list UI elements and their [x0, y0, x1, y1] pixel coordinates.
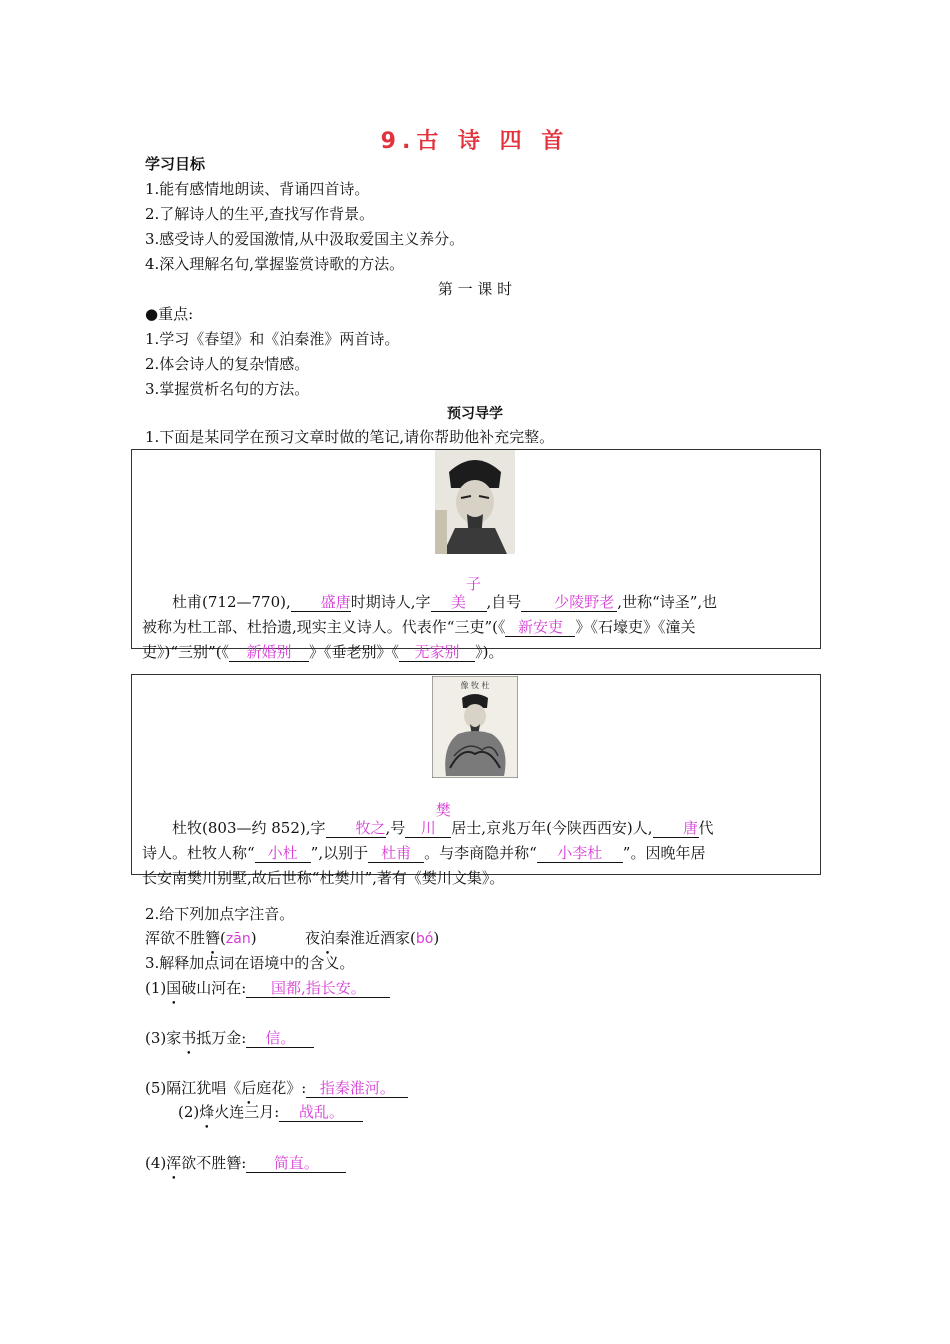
- explain-text: 抵万金:: [196, 1029, 247, 1047]
- dumu-answer-dynasty: 唐: [653, 819, 699, 838]
- explain-text: 火连三月:: [214, 1103, 280, 1121]
- page-title: 9.古 诗 四 首: [380, 129, 570, 154]
- dumu-answer-xiaodu: 小杜: [255, 844, 311, 863]
- dufu-paragraph: [142, 575, 812, 665]
- explain-text: (5)隔江犹唱《: [145, 1079, 242, 1097]
- dufu-text: 》《石壕吏》《潼关: [575, 618, 696, 636]
- explain-answer: 指秦淮河。: [306, 1079, 408, 1098]
- dumu-answer-dufu: 杜甫: [368, 844, 424, 863]
- dufu-answer-hao: 少陵野老: [521, 593, 617, 612]
- dumu-text: 居士,京兆万年(今陕西西安)人,: [451, 819, 653, 837]
- question-3-heading: 3.解释加点词在语境中的含义。: [145, 954, 355, 972]
- dufu-text: 杜甫(712—770),: [172, 593, 291, 611]
- dufu-answer-xinanli: 新安吏: [505, 618, 575, 637]
- dumu-text: 诗人。杜牧人称“: [142, 844, 255, 862]
- dumu-text: ”。因晚年居: [622, 844, 706, 862]
- explain-item-5: [145, 1077, 408, 1098]
- goal-item: 2.了解诗人的生平,查找写作背景。: [145, 205, 375, 223]
- lesson-label: 第 一 课 时: [437, 280, 513, 298]
- dufu-answer-wujiabie: 无家别: [399, 643, 475, 662]
- pinyin-item-1: 浑欲不胜簪(zān): [145, 929, 257, 947]
- explain-answer: 国都,指长安。: [246, 979, 390, 998]
- dumu-answer-hao: 樊川: [405, 801, 451, 838]
- pinyin-text: 夜: [305, 929, 321, 947]
- goals-heading: 学习目标: [145, 155, 206, 173]
- dotted-char: 泊: [320, 929, 336, 947]
- explain-text: (4): [145, 1154, 167, 1172]
- dumu-text: 杜牧(803—约 852),字: [172, 819, 326, 837]
- dumu-text: ,号: [385, 819, 406, 837]
- focus-item: 1.学习《春望》和《泊秦淮》两首诗。: [145, 330, 400, 348]
- dufu-answer-zi: 子美: [431, 575, 487, 612]
- dotted-char: 书: [181, 1029, 197, 1047]
- explain-item-1: [145, 977, 390, 998]
- dumu-text: 代: [698, 819, 714, 837]
- goal-item: 3.感受诗人的爱国激情,从中汲取爱国主义养分。: [145, 230, 465, 248]
- dufu-text: 被称为杜工部、杜拾遗,现实主义诗人。代表作“三吏”(《: [142, 618, 506, 636]
- dotted-char: 浑: [166, 1154, 182, 1172]
- pinyin-answer: bó: [415, 931, 434, 947]
- explain-text: (3)家: [145, 1029, 182, 1047]
- explain-text: 欲不胜簪:: [181, 1154, 247, 1172]
- dufu-text: 吏》)“三别”(《: [142, 643, 230, 661]
- focus-item: 3.掌握赏析名句的方法。: [145, 380, 310, 398]
- explain-item-4: [145, 1152, 346, 1173]
- dumu-paragraph: [142, 801, 812, 891]
- pinyin-text: 浑欲不胜: [145, 929, 206, 947]
- explain-text: 庭花》:: [256, 1079, 307, 1097]
- explain-text: 破山河在:: [181, 979, 247, 997]
- explain-text: (1): [145, 979, 167, 997]
- question-1: 1.下面是某同学在预习文章时做的笔记,请你帮助他补充完整。: [145, 428, 555, 446]
- dotted-char: 烽: [199, 1103, 215, 1121]
- explain-answer: 战乱。: [279, 1103, 363, 1122]
- goal-item: 4.深入理解名句,掌握鉴赏诗歌的方法。: [145, 255, 405, 273]
- dufu-text: 》)。: [475, 643, 504, 661]
- explain-text: (2): [178, 1103, 200, 1121]
- dufu-text: 》《垂老别》《: [309, 643, 400, 661]
- dufu-answer-xinhunbie: 新婚别: [229, 643, 309, 662]
- question-2-heading: 2.给下列加点字注音。: [145, 905, 295, 923]
- dotted-char: 国: [166, 979, 182, 997]
- dufu-text: 时期诗人,字: [350, 593, 431, 611]
- dufu-text: ,世称“诗圣”,也: [617, 593, 718, 611]
- dotted-char: 簪: [205, 929, 221, 947]
- focus-heading: ●重点:: [145, 305, 194, 323]
- explain-item-2: [178, 1101, 363, 1122]
- explain-item-3: [145, 1027, 314, 1048]
- focus-item: 2.体会诗人的复杂情感。: [145, 355, 310, 373]
- explain-answer: 信。: [246, 1029, 314, 1048]
- dumu-answer-xiaolidu: 小李杜: [537, 844, 623, 863]
- explain-answer: 简直。: [246, 1154, 346, 1173]
- dumu-answer-zi: 牧之: [326, 819, 386, 838]
- dufu-text: ,自号: [486, 593, 522, 611]
- pinyin-item-2: 夜泊秦淮近酒家(bó): [305, 929, 440, 947]
- dufu-answer-era: 盛唐: [291, 593, 351, 612]
- dumu-text: 长安南樊川别墅,故后世称“杜樊川”,著有《樊川文集》。: [142, 869, 505, 887]
- dufu-portrait-image: [435, 450, 515, 554]
- dumu-portrait-caption: 像 牧 杜: [460, 681, 490, 690]
- pinyin-text: 秦淮近酒家: [335, 929, 411, 947]
- dumu-portrait-image: [432, 676, 518, 778]
- preview-heading: 预习导学: [447, 406, 503, 422]
- pinyin-answer: zān: [225, 931, 251, 947]
- dotted-char: 后: [241, 1079, 257, 1097]
- dumu-text: ”,以别于: [310, 844, 369, 862]
- dumu-text: 。与李商隐并称“: [424, 844, 537, 862]
- goal-item: 1.能有感情地朗读、背诵四首诗。: [145, 180, 370, 198]
